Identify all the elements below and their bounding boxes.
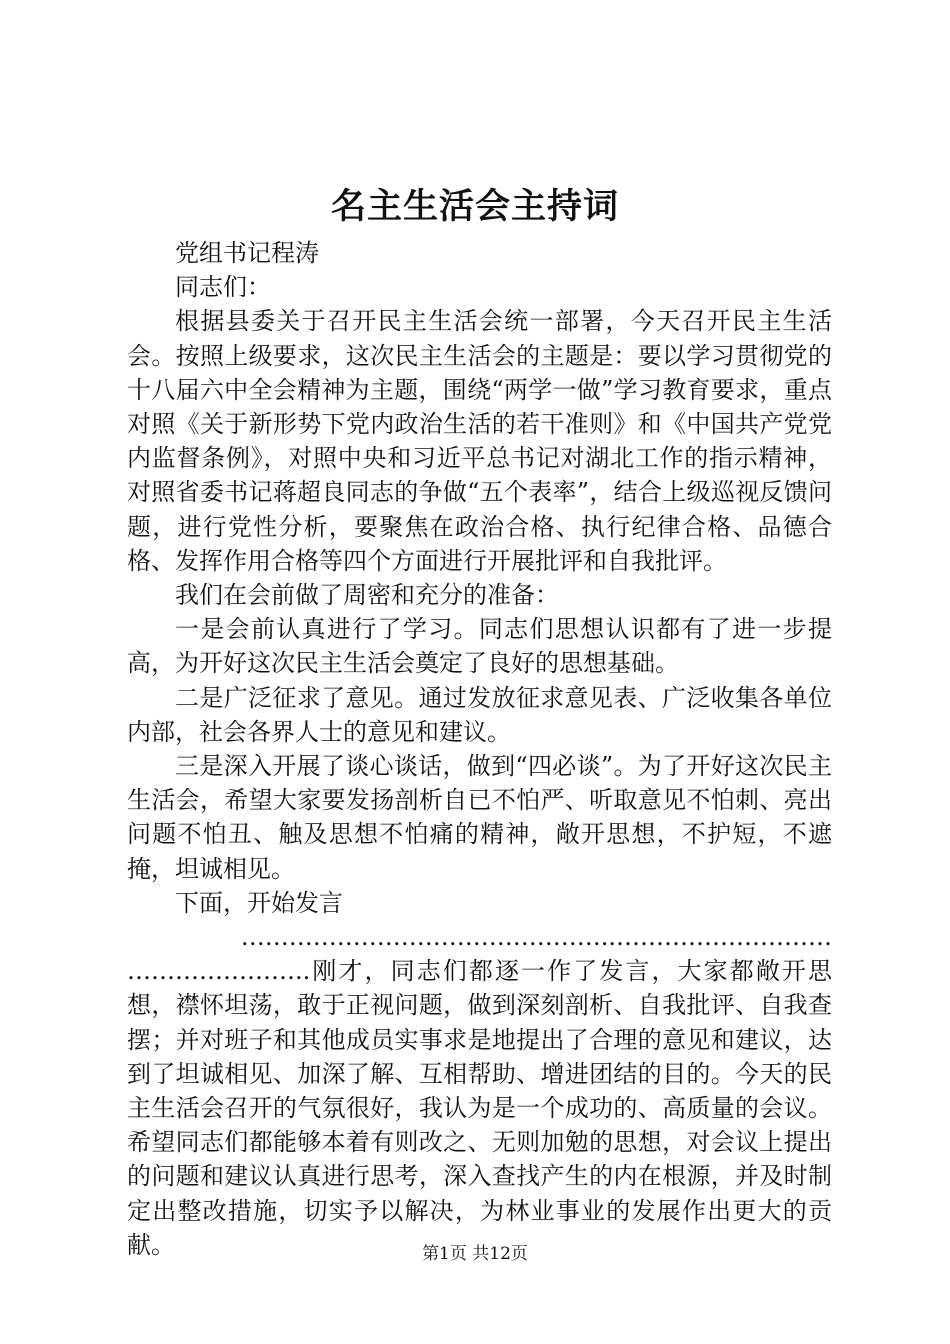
- paragraph-intro: 根据县委关于召开民主生活会统一部署，今天召开民主生活会。按照上级要求，这次民主生活会的主题是：要以学习贯彻党的十八届六中全会精神为主题，围绕“两学一做”学习教育要求，重点对照《关于新形势下党内政治生活的若干准则》和《中国共产党党内监督条例》，对照中央和习近平总书记对湖北工作的指示精神，对照省委书记蒋超良同志的争做“五个表率”，结合上级巡视反馈问题，进行党性分析，要聚焦在政治合格、执行纪律合格、品德合格、发挥作用合格等四个方面进行开展批评和自我批评。: [127, 307, 832, 575]
- paragraph-start-speaking: 下面，开始发言: [175, 888, 343, 917]
- author-line: 党组书记程涛: [175, 239, 319, 267]
- paragraph-closing: …………………..刚才，同志们都逐一作了发言，大家都敞开思想，襟怀坦荡，敢于正视问题，做到深刻剖析、自我批评、自我查摆；并对班子和其他成员实事求是地提出了合理的意见和建议，达到了坦诚相见、加深了解、互相帮助、增进团结的目的。今天的民主生活会召开的气氛很好，我认为是一个成功的、高质量的会议。希望同志们都能够本着有则改之、无则加勉的思想，对会议上提出的问题和建议认真进行思考，深入查找产生的内在根源，并及时制定出整改措施，切实予以解决，为林业事业的发展作出更大的贡献。: [127, 957, 832, 1259]
- document-title: 名主生活会主持词: [330, 186, 619, 227]
- document-body: [127, 236, 832, 1262]
- paragraph-point-three: 三是深入开展了谈心谈话，做到“四必谈”。为了开好这次民主生活会，希望大家要发扬剖析自已不怕严、听取意见不怕刺、亮出问题不怕丑、触及思想不怕痛的精神，敞开思想，不护短，不遮掩，坦诚相见。: [127, 752, 832, 883]
- paragraph-point-one: 一是会前认真进行了学习。同志们思想认识都有了进一步提高，为开好这次民主生活会奠定了良好的思想基础。: [127, 615, 832, 678]
- paragraph-point-two: 二是广泛征求了意见。通过发放征求意见表、广泛收集各单位内部，社会各界人士的意见和建议。: [127, 683, 832, 746]
- salutation: 同志们：: [175, 273, 271, 302]
- paragraph-preparation: 我们在会前做了周密和充分的准备：: [175, 581, 559, 610]
- page-footer: 第1页 共12页: [422, 1244, 528, 1264]
- dotted-separator: ………………………………………..………………………: [240, 923, 832, 952]
